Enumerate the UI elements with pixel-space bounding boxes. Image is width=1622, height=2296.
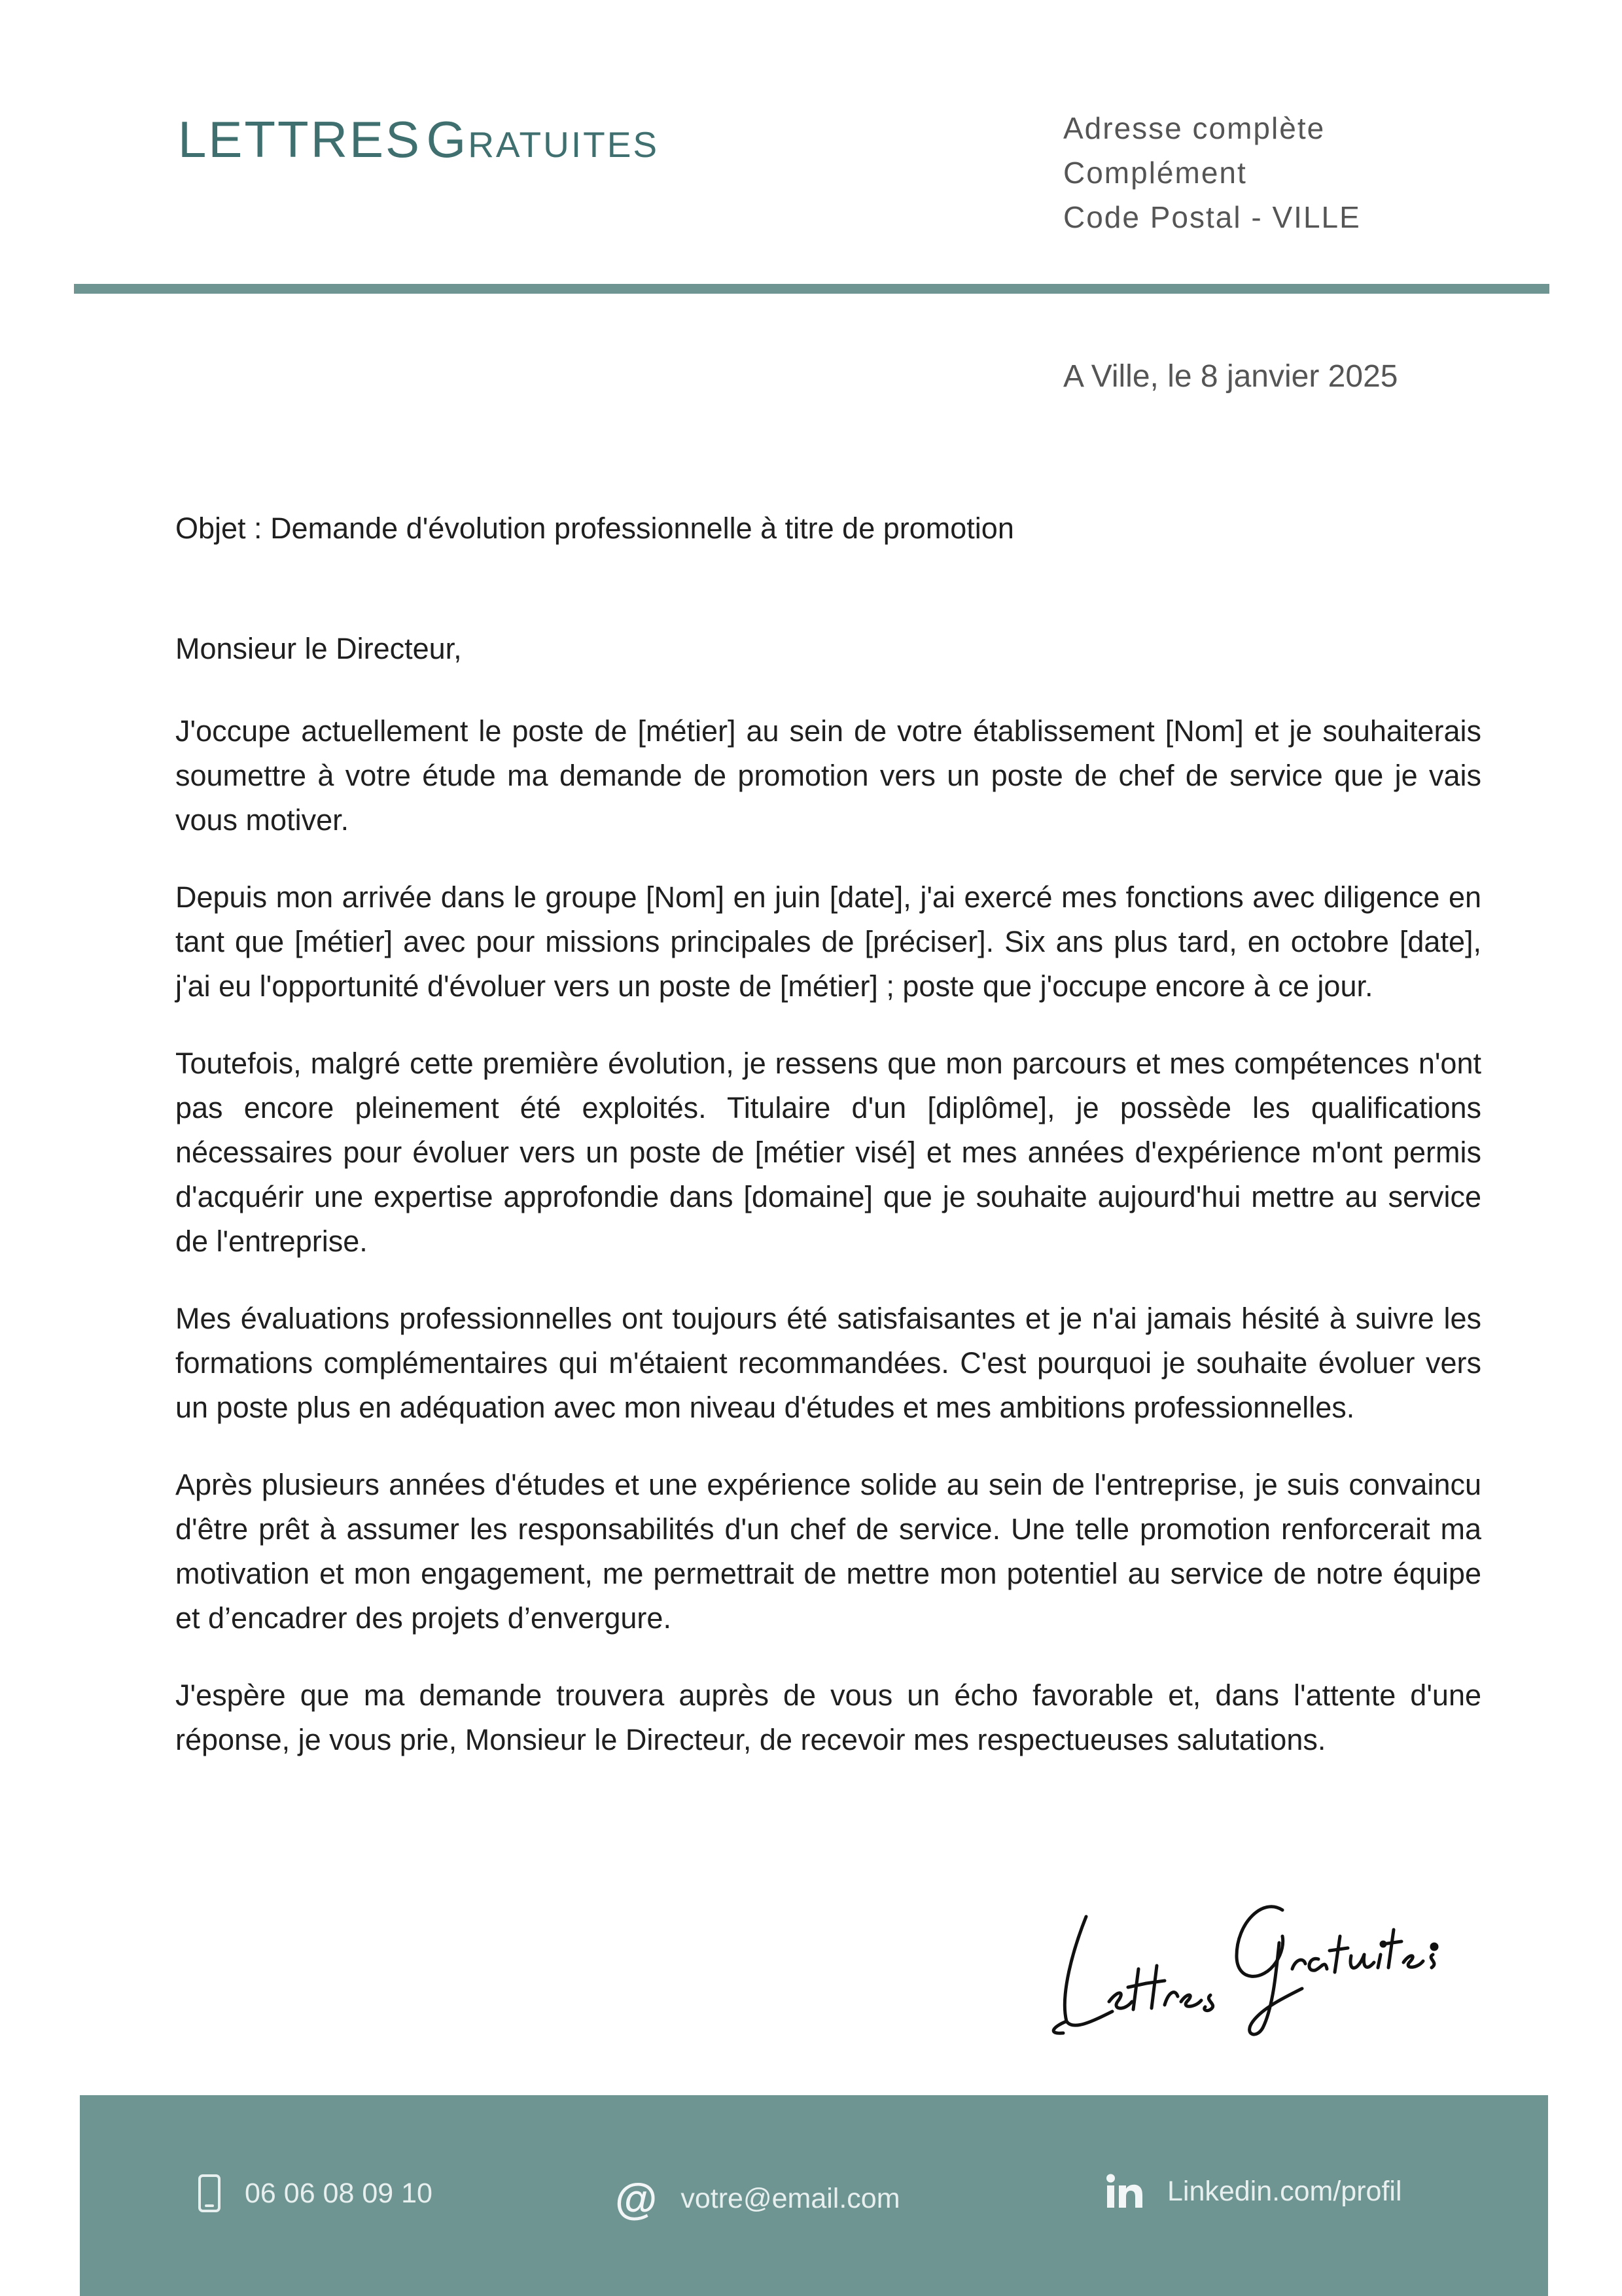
paragraph: Mes évaluations professionnelles ont toujours été satisfaisantes et je n'ai jamais hésité à suivre les formations complémentaires qui m'étaient recommandées. C'est pourquoi je souhaite évoluer vers un poste plus en adéquation avec mon niveau d'études et mes ambitions professionnelles. (175, 1302, 1481, 1424)
letter-salutation: Monsieur le Directeur, (175, 632, 462, 665)
paragraph: Toutefois, malgré cette première évolution, je ressens que mon parcours et mes compétences n'ont pas encore pleinement été exploités. Titulaire d'un [diplôme], je possède les qualifications nécessaires pour évoluer vers un poste de [métier visé] et mes années d'expérience m'ont permis d'acquérir une expertise approfondie dans [domaine] que je souhaite aujourd'hui mettre au service de l'entreprise. (175, 1047, 1481, 1258)
linkedin-icon (1106, 2174, 1144, 2209)
brand-word-gratuites: Gratuites (426, 111, 660, 168)
email-address[interactable]: votre@email.com (680, 2182, 900, 2214)
address-line: Complément (1063, 156, 1247, 190)
address-line: Code Postal - VILLE (1063, 200, 1361, 234)
header-divider (74, 284, 1549, 294)
paragraph: Après plusieurs années d'études et une expérience solide au sein de l'entreprise, je suis convaincu d'être prêt à assumer les responsabilités d'un chef de service. Une telle promotion renforcerait ma motivation et mon engagement, me permettrait de mettre mon potentiel au service de notre équipe et d’encadrer des projets d’envergure. (175, 1468, 1481, 1635)
signature-drawing (1047, 1871, 1439, 2041)
paragraph: J'espère que ma demande trouvera auprès de vous un écho favorable et, dans l'attente d'une réponse, je vous prie, Monsieur le Directeur, de recevoir mes respectueuses salutations. (175, 1679, 1481, 1756)
phone-icon (198, 2174, 221, 2213)
brand-logo (178, 110, 659, 169)
paragraph: Depuis mon arrivée dans le groupe [Nom] en juin [date], j'ai exercé mes fonctions avec diligence en tant que [métier] avec pour missions principales de [préciser]. Six ans plus tard, en octobre [date], j'ai eu l'opportunité d'évoluer vers un poste de [métier] ; poste que j'occupe encore à ce jour. (175, 880, 1481, 1003)
at-sign-icon: @ (615, 2174, 658, 2223)
contact-phone (198, 2174, 432, 2213)
phone-number[interactable]: 06 06 08 09 10 (245, 2177, 432, 2209)
linkedin-profile-link[interactable]: Linkedin.com/profil (1167, 2175, 1402, 2207)
contact-linkedin (1106, 2174, 1402, 2209)
letter-body (175, 709, 1481, 1795)
letter-date: A Ville, le 8 janvier 2025 (1063, 359, 1398, 394)
paragraph: J'occupe actuellement le poste de [métier] au sein de votre établissement [Nom] et je souhaiterais soumettre à votre étude ma demande de promotion vers un poste de chef de service que je vais vous motiver. (175, 714, 1481, 837)
contact-email (615, 2174, 900, 2223)
sender-address (1063, 106, 1361, 239)
contact-footer (80, 2095, 1548, 2296)
letter-subject: Objet : Demande d'évolution professionnelle à titre de promotion (175, 512, 1014, 545)
address-line: Adresse complète (1063, 111, 1326, 145)
brand-word-lettres: LETTRES (178, 111, 422, 168)
handwritten-signature (1047, 1871, 1439, 2041)
